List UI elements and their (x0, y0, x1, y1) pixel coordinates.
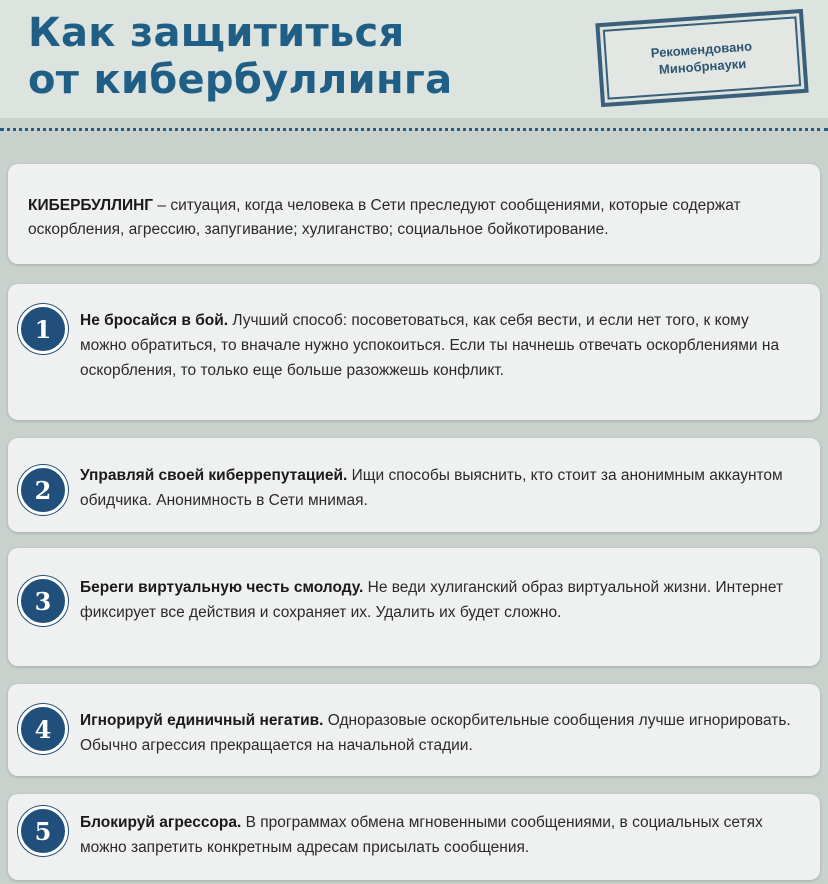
tip-body: Ищи способы выяснить, кто стоит за анонимным аккаунтом обидчика. Анонимность в Сети мнимая. (80, 467, 783, 509)
stamp-line-2: Минобрнауки (658, 55, 747, 78)
tip-body: Не веди хулиганский образ виртуальной жизни. Интернет фиксирует все действия и сохраняет их. Удалить их будет сложно. (80, 579, 784, 621)
tip-text-2 (80, 463, 794, 513)
tip-number-badge: 3 (18, 576, 68, 626)
tip-heading: Игнорируй единичный негатив. (80, 712, 324, 729)
tip-number-badge: 1 (18, 304, 68, 354)
tip-heading: Береги виртуальную честь смолоду. (80, 579, 364, 596)
definition-term: КИБЕРБУЛЛИНГ (28, 197, 154, 214)
tip-number-badge: 4 (18, 704, 68, 754)
tip-body: В программах обмена мгновенными сообщениями, в социальных сетях можно запретить конкретным адресам присылать сообщения. (80, 814, 763, 856)
tip-number-badge: 5 (18, 806, 68, 856)
definition-text (28, 194, 808, 242)
tip-text-4 (80, 708, 794, 758)
tip-number-badge: 2 (18, 465, 68, 515)
tip-body: Лучший способ: посоветоваться, как себя вести, и если нет того, к кому можно обратиться, то вначале нужно успокоиться. Если ты начнешь отвечать оскорблениями на оскорбления, то только еще больше разожжешь конфликт. (80, 312, 780, 379)
definition-body: – ситуация, когда человека в Сети преследуют сообщениями, которые содержат оскорбления, агрессию, запугивание; хулиганство; социальное бойкотирование. (28, 197, 741, 238)
stamp-line-1: Рекомендовано (650, 38, 753, 61)
tip-heading: Не бросайся в бой. (80, 312, 229, 329)
tip-body: Одноразовые оскорбительные сообщения лучше игнорировать. Обычно агрессия прекращается на начальной стадии. (80, 712, 791, 754)
tip-text-3 (80, 575, 794, 625)
tip-heading: Управляй своей киберрепутацией. (80, 467, 348, 484)
dotted-divider (0, 128, 828, 131)
tip-text-1 (80, 308, 794, 383)
header (0, 0, 828, 118)
title-line-2: от кибербуллинга (28, 57, 453, 103)
page-title (28, 10, 452, 104)
recommendation-stamp (595, 9, 808, 107)
tip-text-5 (80, 810, 794, 860)
tip-heading: Блокируй агрессора. (80, 814, 242, 831)
title-line-1: Как защититься (28, 10, 405, 56)
